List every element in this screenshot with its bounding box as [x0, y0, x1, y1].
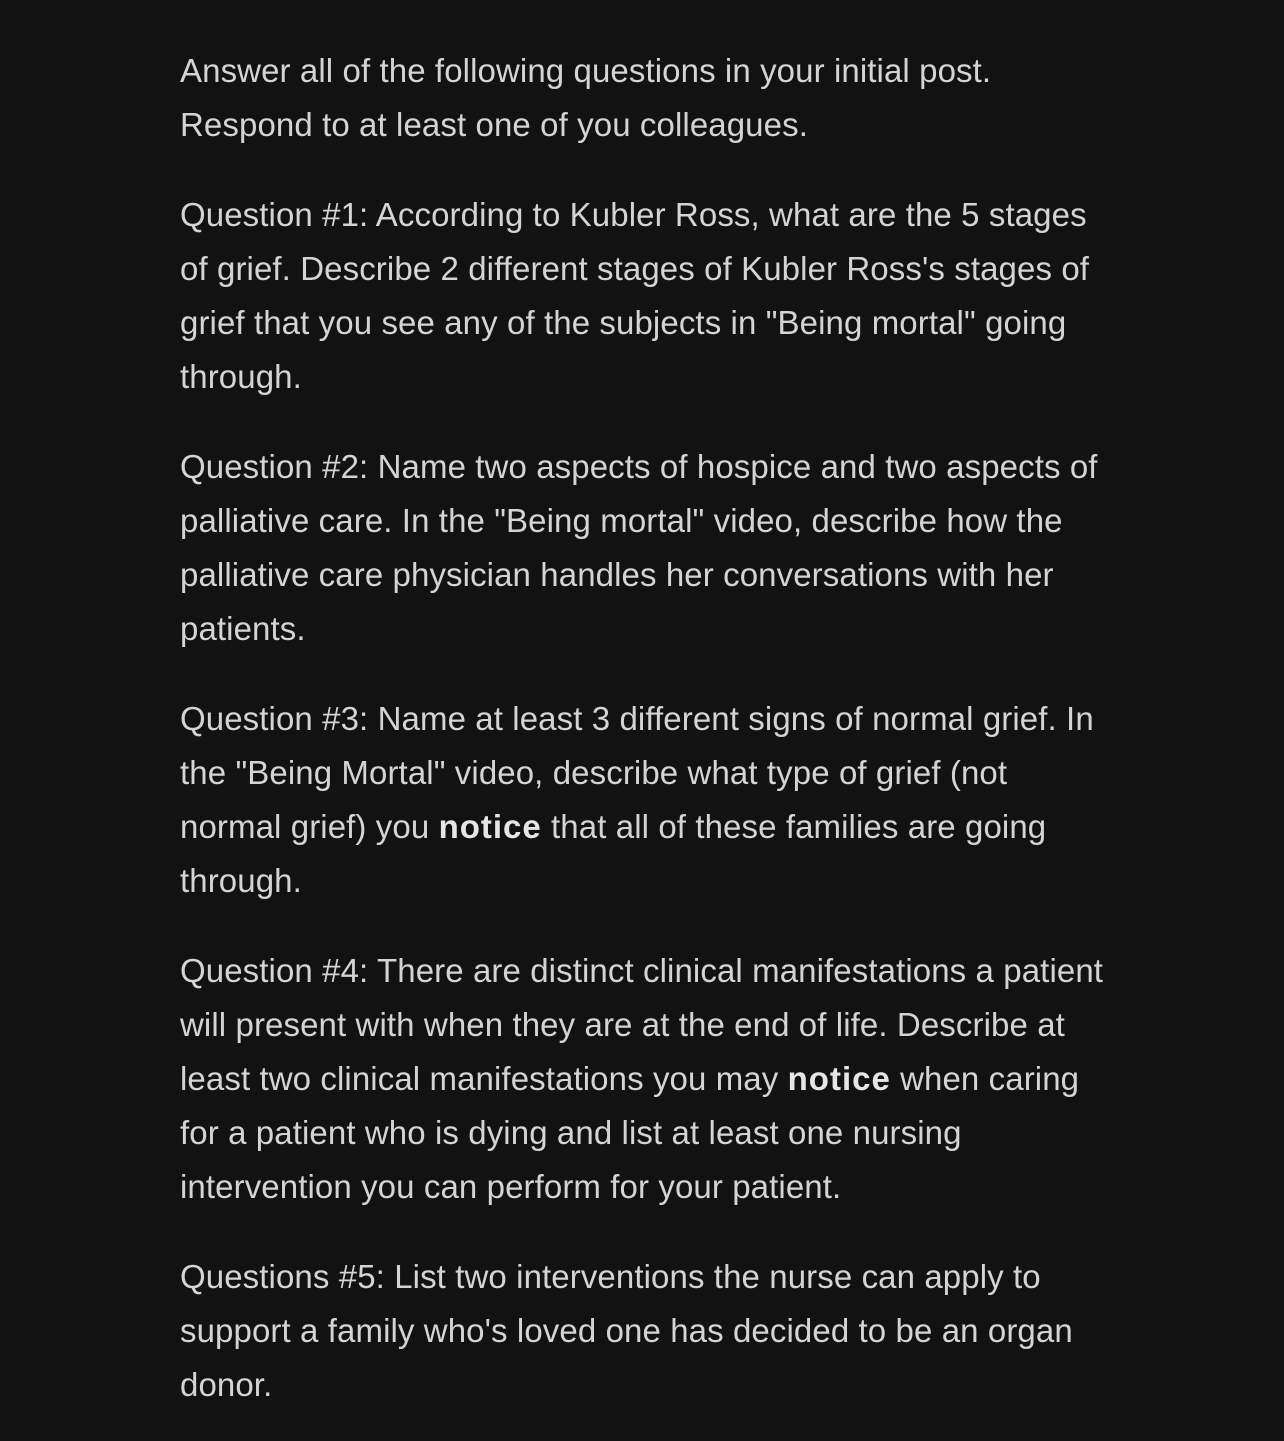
question-3	[180, 692, 1180, 908]
question-4	[180, 944, 1180, 1214]
question-line	[180, 1052, 1180, 1106]
question-line: Question #4: There are distinct clinical manifestations a patient	[180, 952, 1104, 989]
assignment-content	[180, 44, 1180, 1412]
question-line: through.	[180, 862, 302, 899]
question-line: patients.	[180, 610, 306, 647]
question-text: that all of these families are going	[541, 808, 1047, 845]
question-line	[180, 800, 1180, 854]
question-2	[180, 440, 1180, 656]
question-line: palliative care physician handles her conversations with her	[180, 556, 1054, 593]
question-line: Questions #5: List two interventions the nurse can apply to	[180, 1258, 1041, 1295]
question-line: palliative care. In the "Being mortal" video, describe how the	[180, 502, 1063, 539]
question-line: Question #1: According to Kubler Ross, what are the 5 stages	[180, 196, 1087, 233]
question-text: when caring	[890, 1060, 1080, 1097]
intro-line: Answer all of the following questions in your initial post.	[180, 52, 992, 89]
intro-line: Respond to at least one of you colleagues.	[180, 106, 808, 143]
question-line: Question #3: Name at least 3 different signs of normal grief. In	[180, 700, 1094, 737]
question-line: Question #2: Name two aspects of hospice and two aspects of	[180, 448, 1098, 485]
intro-paragraph	[180, 44, 1180, 152]
question-text: least two clinical manifestations you may	[180, 1060, 788, 1097]
question-line: support a family who's loved one has decided to be an organ	[180, 1312, 1073, 1349]
question-line: through.	[180, 358, 302, 395]
question-line: of grief. Describe 2 different stages of Kubler Ross's stages of	[180, 250, 1090, 287]
question-line: donor.	[180, 1366, 273, 1403]
question-line: intervention you can perform for your patient.	[180, 1168, 842, 1205]
question-5	[180, 1250, 1180, 1412]
emphasized-word: notice	[438, 808, 542, 845]
question-text: normal grief) you	[180, 808, 439, 845]
question-line: will present with when they are at the end of life. Describe at	[180, 1006, 1065, 1043]
question-line: grief that you see any of the subjects in "Being mortal" going	[180, 304, 1067, 341]
question-line: for a patient who is dying and list at least one nursing	[180, 1114, 962, 1151]
question-1	[180, 188, 1180, 404]
emphasized-word: notice	[787, 1060, 891, 1097]
question-line: the "Being Mortal" video, describe what type of grief (not	[180, 754, 1008, 791]
